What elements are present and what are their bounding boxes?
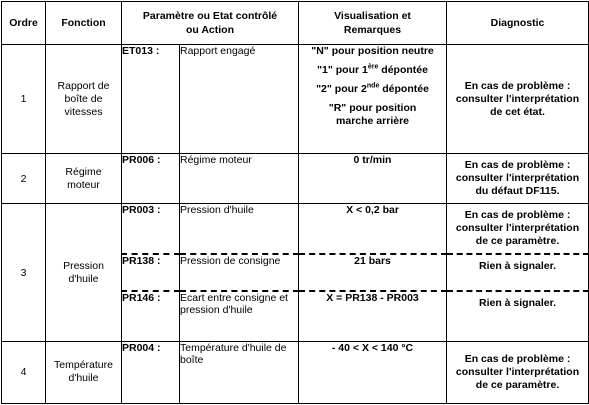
- row-fonction: Pression d'huile: [46, 204, 122, 341]
- param-name: Rapport engagé: [180, 45, 299, 154]
- vis-line-reverse: "R" pour position marche arrière: [328, 102, 417, 128]
- diagnostic-cell: Rien à signaler.: [447, 254, 589, 291]
- diagnostic-table: [1, 1, 589, 404]
- param-name: Pression de consigne: [180, 254, 299, 291]
- param-code: ET013 :: [122, 45, 180, 154]
- table-row: [2, 154, 589, 204]
- header-row: [2, 2, 589, 45]
- header-ordre: Ordre: [2, 2, 46, 45]
- param-name: Régime moteur: [180, 154, 299, 204]
- diagnostic-cell: Rien à signaler.: [447, 291, 589, 341]
- header-parametre: Paramètre ou Etat contrôlé ou Action: [122, 2, 299, 45]
- row-ordre: 2: [2, 154, 46, 204]
- param-code: PR004 :: [122, 341, 180, 403]
- vis-line-neutral: "N" pour position neutre: [311, 45, 434, 58]
- table-row: [2, 341, 589, 403]
- visualisation-cell: X = PR138 - PR003: [299, 291, 447, 341]
- param-code: PR006 :: [122, 154, 180, 204]
- param-code: PR138 :: [122, 254, 180, 291]
- row-fonction: Température d'huile: [46, 341, 122, 403]
- row-ordre: 1: [2, 45, 46, 154]
- param-name: Pression d'huile: [180, 204, 299, 254]
- table-row: [2, 45, 589, 154]
- header-fonction: Fonction: [46, 2, 122, 45]
- visualisation-cell: 21 bars: [299, 254, 447, 291]
- header-diagnostic: Diagnostic: [447, 2, 589, 45]
- param-code: PR146 :: [122, 291, 180, 341]
- row-ordre: 4: [2, 341, 46, 403]
- visualisation-cell: X < 0,2 bar: [299, 204, 447, 254]
- diagnostic-cell: En cas de problème : consulter l'interprétation du défaut DF115.: [447, 154, 589, 204]
- row-fonction: Rapport de boîte de vitesses: [46, 45, 122, 154]
- row-ordre: 3: [2, 204, 46, 341]
- diagnostic-cell: En cas de problème : consulter l'interprétation de ce paramètre.: [447, 204, 589, 254]
- diagnostic-cell: En cas de problème : consulter l'interprétation de ce paramètre.: [447, 341, 589, 403]
- header-visualisation: Visualisation et Remarques: [299, 2, 447, 45]
- row-fonction: Régime moteur: [46, 154, 122, 204]
- table-row: [2, 204, 589, 254]
- visualisation-cell: 0 tr/min: [299, 154, 447, 204]
- vis-line-second: "2" pour 2nde dépontée: [316, 82, 429, 96]
- visualisation-cell: [299, 45, 447, 154]
- param-name: Ecart entre consigne et pression d'huile: [180, 291, 299, 341]
- diagnostic-cell: En cas de problème : consulter l'interprétation de cet état.: [447, 45, 589, 154]
- visualisation-cell: - 40 < X < 140 °C: [299, 341, 447, 403]
- param-code: PR003 :: [122, 204, 180, 254]
- vis-line-first: "1" pour 1ère dépontée: [317, 63, 428, 77]
- param-name: Température d'huile de boîte: [180, 341, 299, 403]
